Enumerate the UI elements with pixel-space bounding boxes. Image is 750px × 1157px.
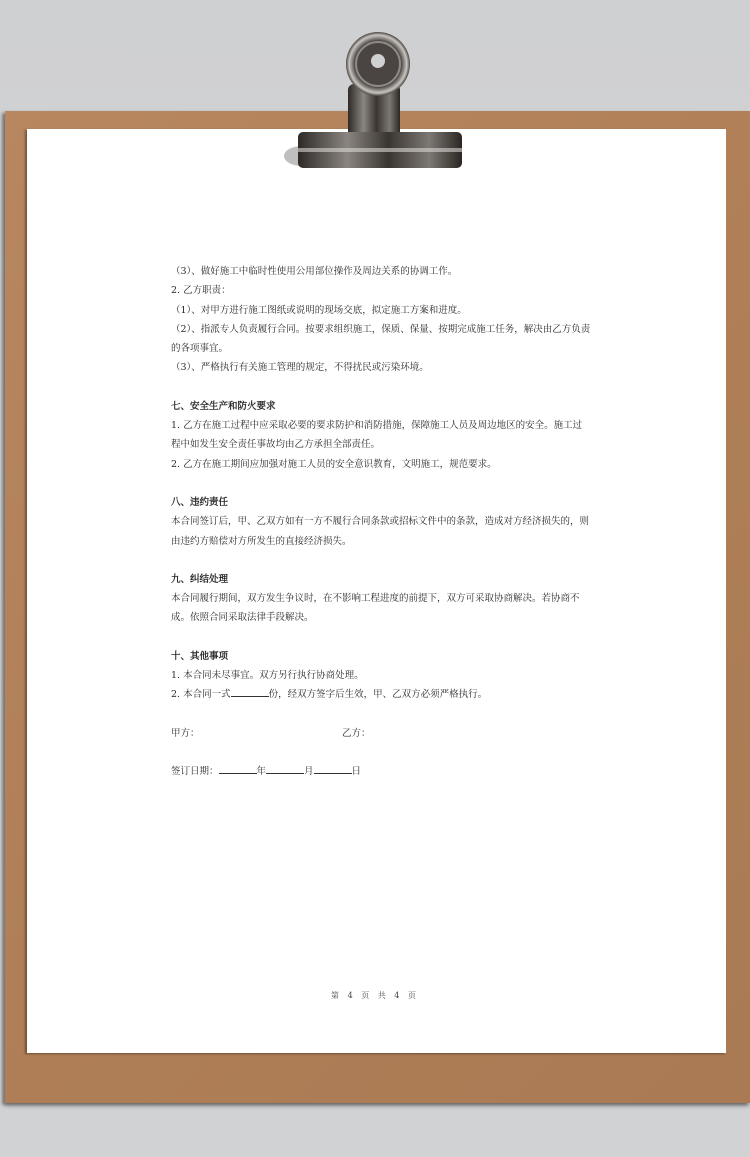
day-blank[interactable] <box>314 763 352 774</box>
section-7-item: 1. 乙方在施工过程中应采取必要的要求防护和消防措施，保障施工人员及周边地区的安全。施工过程中如发生安全责任事故均由乙方承担全部责任。 <box>171 420 583 451</box>
party-b-label: 乙方： <box>342 727 371 739</box>
duty-line: （3）、严格执行有关施工管理的规定，不得扰民或污染环境。 <box>171 362 429 374</box>
section-9-body: 本合同履行期间，双方发生争议时，在不影响工程进度的前提下，双方可采取协商解决。若协商不成。依照合同采取法律手段解决。 <box>171 593 580 624</box>
copies-suffix: 份，经双方签字后生效，甲、乙双方必须严格执行。 <box>268 689 488 701</box>
party-a-label: 甲方： <box>171 727 200 739</box>
duty-line: （1）、对甲方进行施工图纸或说明的现场交底，拟定施工方案和进度。 <box>171 304 467 316</box>
party-b-duties-heading: 2. 乙方职责： <box>171 285 231 297</box>
section-9-title: 九、纠结处理 <box>171 573 229 585</box>
month-blank[interactable] <box>266 763 304 774</box>
copies-blank[interactable] <box>231 686 269 697</box>
year-label: 年 <box>256 765 267 777</box>
page-number-footer: 第 4 页 共 4 页 <box>331 991 419 1000</box>
copies-prefix: 2. 本合同一式 <box>171 689 231 701</box>
contract-page-content <box>171 262 591 781</box>
duty-line: （3）、做好施工中临时性使用公用部位操作及周边关系的协调工作。 <box>171 266 458 277</box>
day-label: 日 <box>351 765 362 777</box>
signature-row <box>171 724 591 743</box>
year-blank[interactable] <box>219 763 257 774</box>
section-10-item <box>171 685 591 704</box>
month-label: 月 <box>304 765 314 777</box>
section-7-item: 2. 乙方在施工期间应加强对施工人员的安全意识教育，文明施工，规范要求。 <box>171 458 497 470</box>
binder-clip-icon <box>284 24 464 172</box>
section-10-item: 1. 本合同未尽事宜。双方另行执行协商处理。 <box>171 670 364 682</box>
section-8-body: 本合同签订后，甲、乙双方如有一方不履行合同条款或招标文件中的条款，造成对方经济损失的，则由违约方赔偿对方所发生的直接经济损失。 <box>171 516 590 547</box>
signing-date-row <box>171 762 591 781</box>
section-10-title: 十、其他事项 <box>171 650 229 662</box>
section-8-title: 八、违约责任 <box>171 496 229 508</box>
duty-line: （2）、指派专人负责履行合同。按要求组织施工，保质、保量、按期完成施工任务，解决由乙方负责的各项事宜。 <box>171 323 591 355</box>
section-7-title: 七、安全生产和防火要求 <box>171 400 276 412</box>
date-label: 签订日期： <box>171 765 219 777</box>
